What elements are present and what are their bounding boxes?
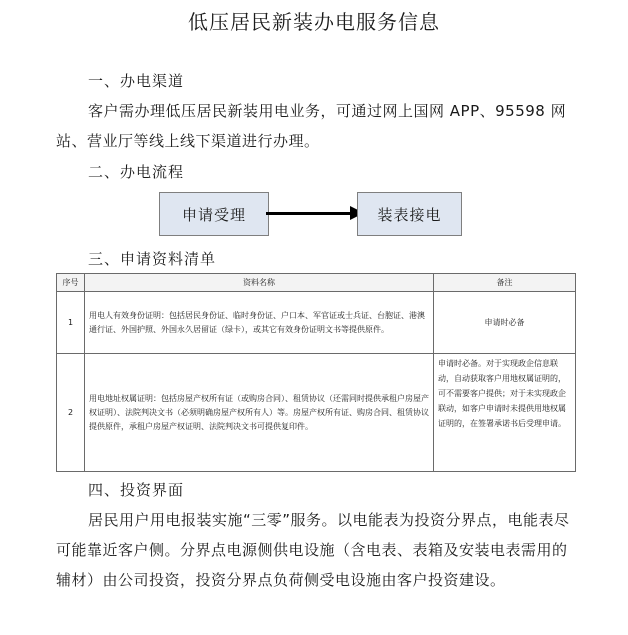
row-document-name: 用电人有效身份证明：包括居民身份证、临时身份证、户口本、军官证或士兵证、台胞证、港澳通行证、外国护照、外国永久居留证（绿卡），或其它有效身份证明文书等提供原件。 — [85, 292, 434, 354]
page-title: 低压居民新装办电服务信息 — [188, 10, 440, 34]
section-heading-materials: 三、申请资料清单 — [88, 250, 217, 268]
materials-table — [56, 273, 576, 472]
section-heading-investment: 四、投资界面 — [88, 481, 185, 499]
investment-paragraph: 居民用户用电报装实施“三零”服务。以电能表为投资分界点，电能表尽可能靠近客户侧。分界点电源侧供电设施（含电表、表箱及安装电表需用的辅材）由公司投资，投资分界点负荷侧受电设施由客户投资建设。 — [56, 511, 570, 589]
table-header-row — [57, 274, 576, 292]
column-header-name: 资料名称 — [85, 274, 434, 292]
section-heading-channel: 一、办电渠道 — [88, 72, 185, 90]
flow-arrow — [266, 212, 362, 215]
flow-step-install: 装表接电 — [357, 192, 462, 236]
column-header-note: 备注 — [434, 274, 576, 292]
row-document-name: 用电地址权属证明：包括房屋产权所有证（或购房合同）、租赁协议（还需同时提供承租户房屋产权证明）、法院判决文书（必须明确房屋产权所有人）等。房屋产权所有证、购房合同、租赁协议提供原件，承租户房屋产权证明、法院判决文书可提供复印件。 — [85, 354, 434, 472]
flow-step-apply: 申请受理 — [159, 192, 269, 236]
row-note: 申请时必备。对于实现政企信息联动，自动获取客户用地权属证明的，可不需要客户提供；对于未实现政企联动，如客户申请时未提供用地权属证明的，在签署承诺书后受理申请。 — [434, 354, 576, 472]
column-header-no: 序号 — [57, 274, 85, 292]
channel-paragraph: 客户需办理低压居民新装用电业务，可通过网上国网 APP、95598 网站、营业厅等线上线下渠道进行办理。 — [56, 102, 567, 150]
table-row — [57, 354, 576, 472]
row-number: 1 — [57, 292, 85, 354]
table-row — [57, 292, 576, 354]
row-note: 申请时必备 — [434, 292, 576, 354]
section-heading-process: 二、办电流程 — [88, 163, 185, 181]
row-number: 2 — [57, 354, 85, 472]
